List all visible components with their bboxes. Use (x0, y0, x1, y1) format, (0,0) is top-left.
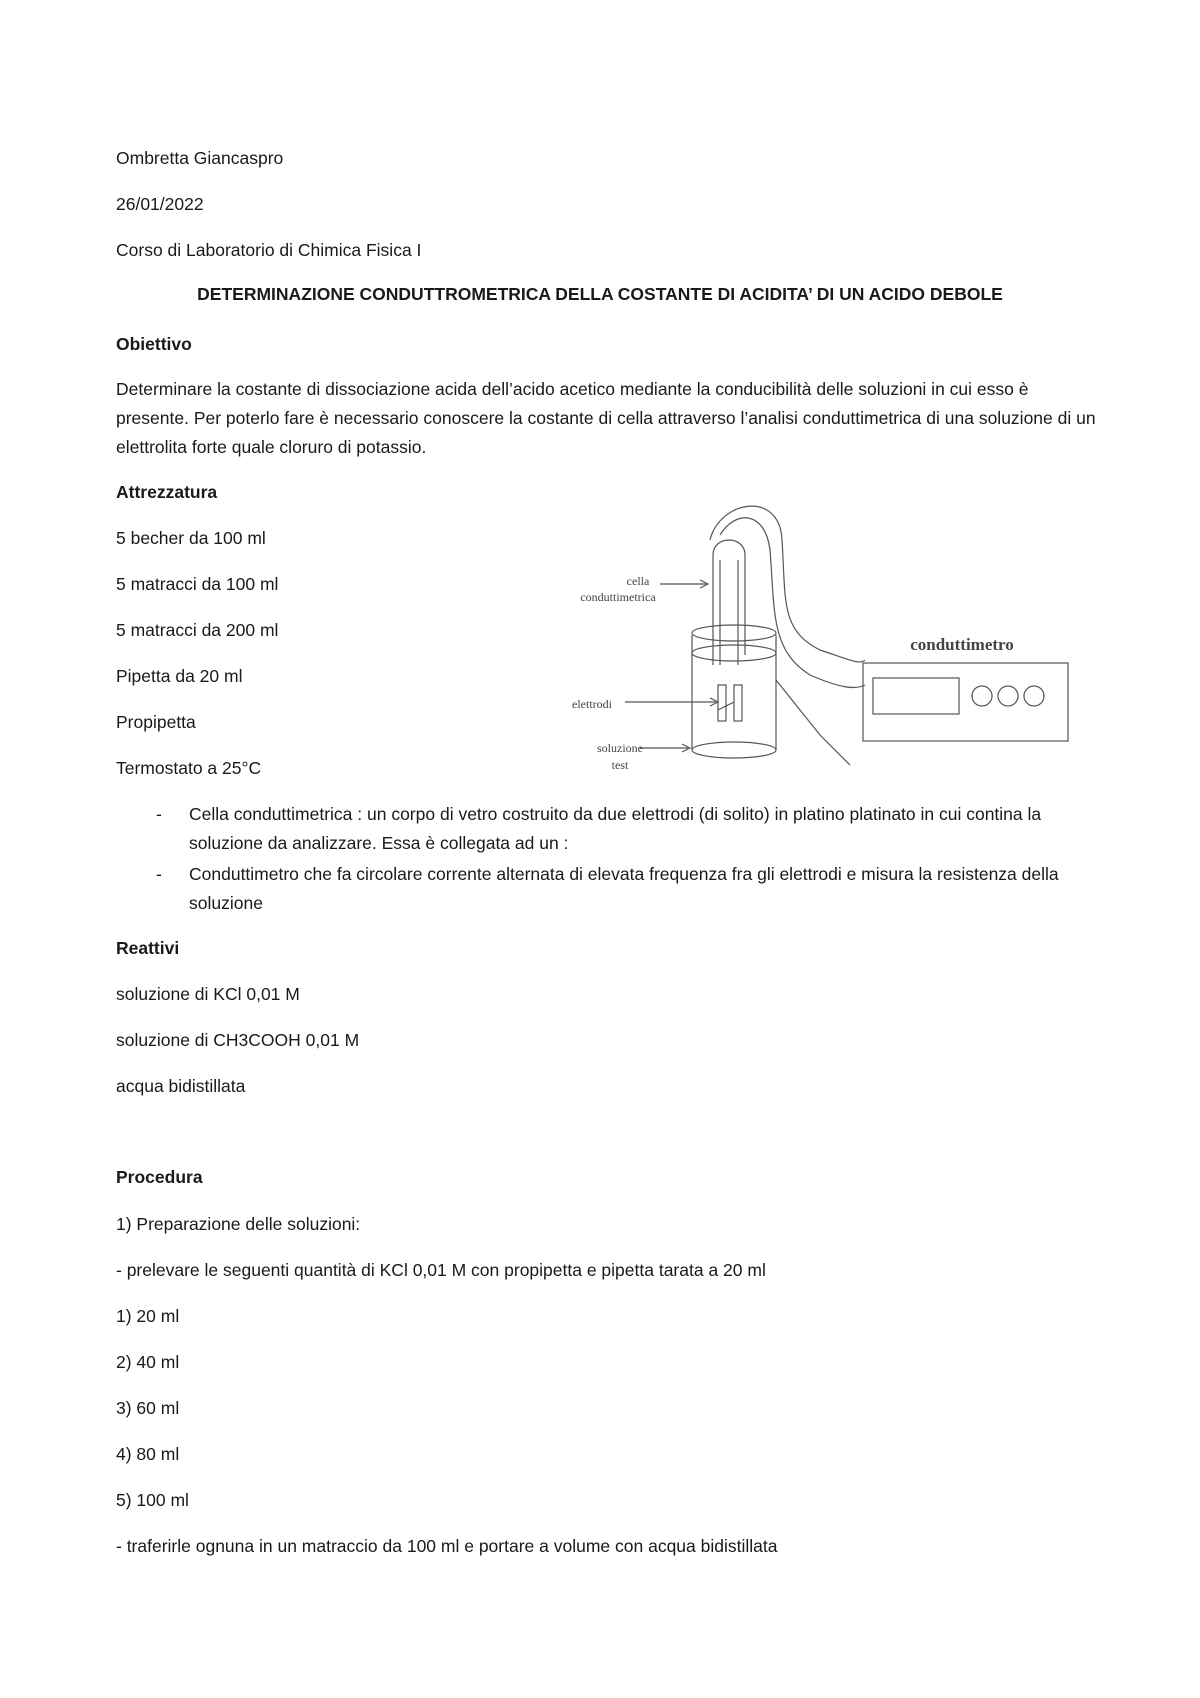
objective-text: Determinare la costante di dissociazione acida dell’acido acetico mediante la conducibilità delle soluzioni in cui esso è presente. Per poterlo fare è necessario conoscere la costante di cella attraverso l’analisi conduttimetrica di una soluzione di un elettrolita forte quale cloruro di potassio. (116, 379, 1096, 457)
equipment-item: Propipetta (116, 712, 196, 732)
quantity-item: 1) 20 ml (116, 1306, 180, 1326)
label-cell-2: conduttimetrica (580, 590, 656, 604)
quantity-item: 5) 100 ml (116, 1490, 189, 1510)
equipment-item: 5 matracci da 100 ml (116, 574, 279, 594)
quantity-item: 4) 80 ml (116, 1444, 180, 1464)
procedure-instruction: - traferirle ognuna in un matraccio da 100 ml e portare a volume con acqua bidistillata (116, 1536, 778, 1556)
bullet-dash: - (156, 804, 162, 824)
bullet-text: Cella conduttimetrica : un corpo di vetro costruito da due elettrodi (di solito) in platino platinato in cui contina la soluzione da analizzare. Essa è collegata ad un : (189, 804, 1042, 853)
reagent-item: acqua bidistillata (116, 1076, 246, 1096)
reagent-item: soluzione di CH3COOH 0,01 M (116, 1030, 360, 1050)
procedure-step: 1) Preparazione delle soluzioni: (116, 1214, 361, 1234)
equipment-item: Termostato a 25°C (116, 758, 262, 778)
bullet-dash: - (156, 864, 162, 884)
author-name: Ombretta Giancaspro (116, 148, 284, 168)
label-cell-1: cella (626, 574, 650, 588)
procedure-instruction: - prelevare le seguenti quantità di KCl 0,01 M con propipetta e pipetta tarata a 20 ml (116, 1260, 766, 1280)
reagent-item: soluzione di KCl 0,01 M (116, 984, 300, 1004)
reagents-heading: Reattivi (116, 938, 180, 958)
equipment-heading: Attrezzatura (116, 482, 218, 502)
label-meter: conduttimetro (910, 635, 1014, 654)
procedure-heading: Procedura (116, 1167, 203, 1187)
document-title: DETERMINAZIONE CONDUTTROMETRICA DELLA COSTANTE DI ACIDITA’ DI UN ACIDO DEBOLE (197, 284, 1003, 304)
course-name: Corso di Laboratorio di Chimica Fisica I (116, 240, 422, 260)
bullet-item (116, 860, 1096, 918)
bullet-text: Conduttimetro che fa circolare corrente alternata di elevata frequenza fra gli elettrodi e misura la resistenza della soluzione (189, 864, 1059, 913)
conductivity-cell-diagram (520, 480, 1080, 790)
quantity-item: 3) 60 ml (116, 1398, 180, 1418)
quantity-item: 2) 40 ml (116, 1352, 180, 1372)
objective-heading: Obiettivo (116, 334, 192, 354)
bullet-item (116, 800, 1096, 858)
label-solution-2: test (611, 758, 629, 772)
document-date: 26/01/2022 (116, 194, 204, 214)
equipment-item: 5 matracci da 200 ml (116, 620, 279, 640)
label-electrodes: elettrodi (572, 697, 612, 711)
label-solution-1: soluzione (597, 741, 643, 755)
equipment-item: Pipetta da 20 ml (116, 666, 243, 686)
equipment-item: 5 becher da 100 ml (116, 528, 266, 548)
